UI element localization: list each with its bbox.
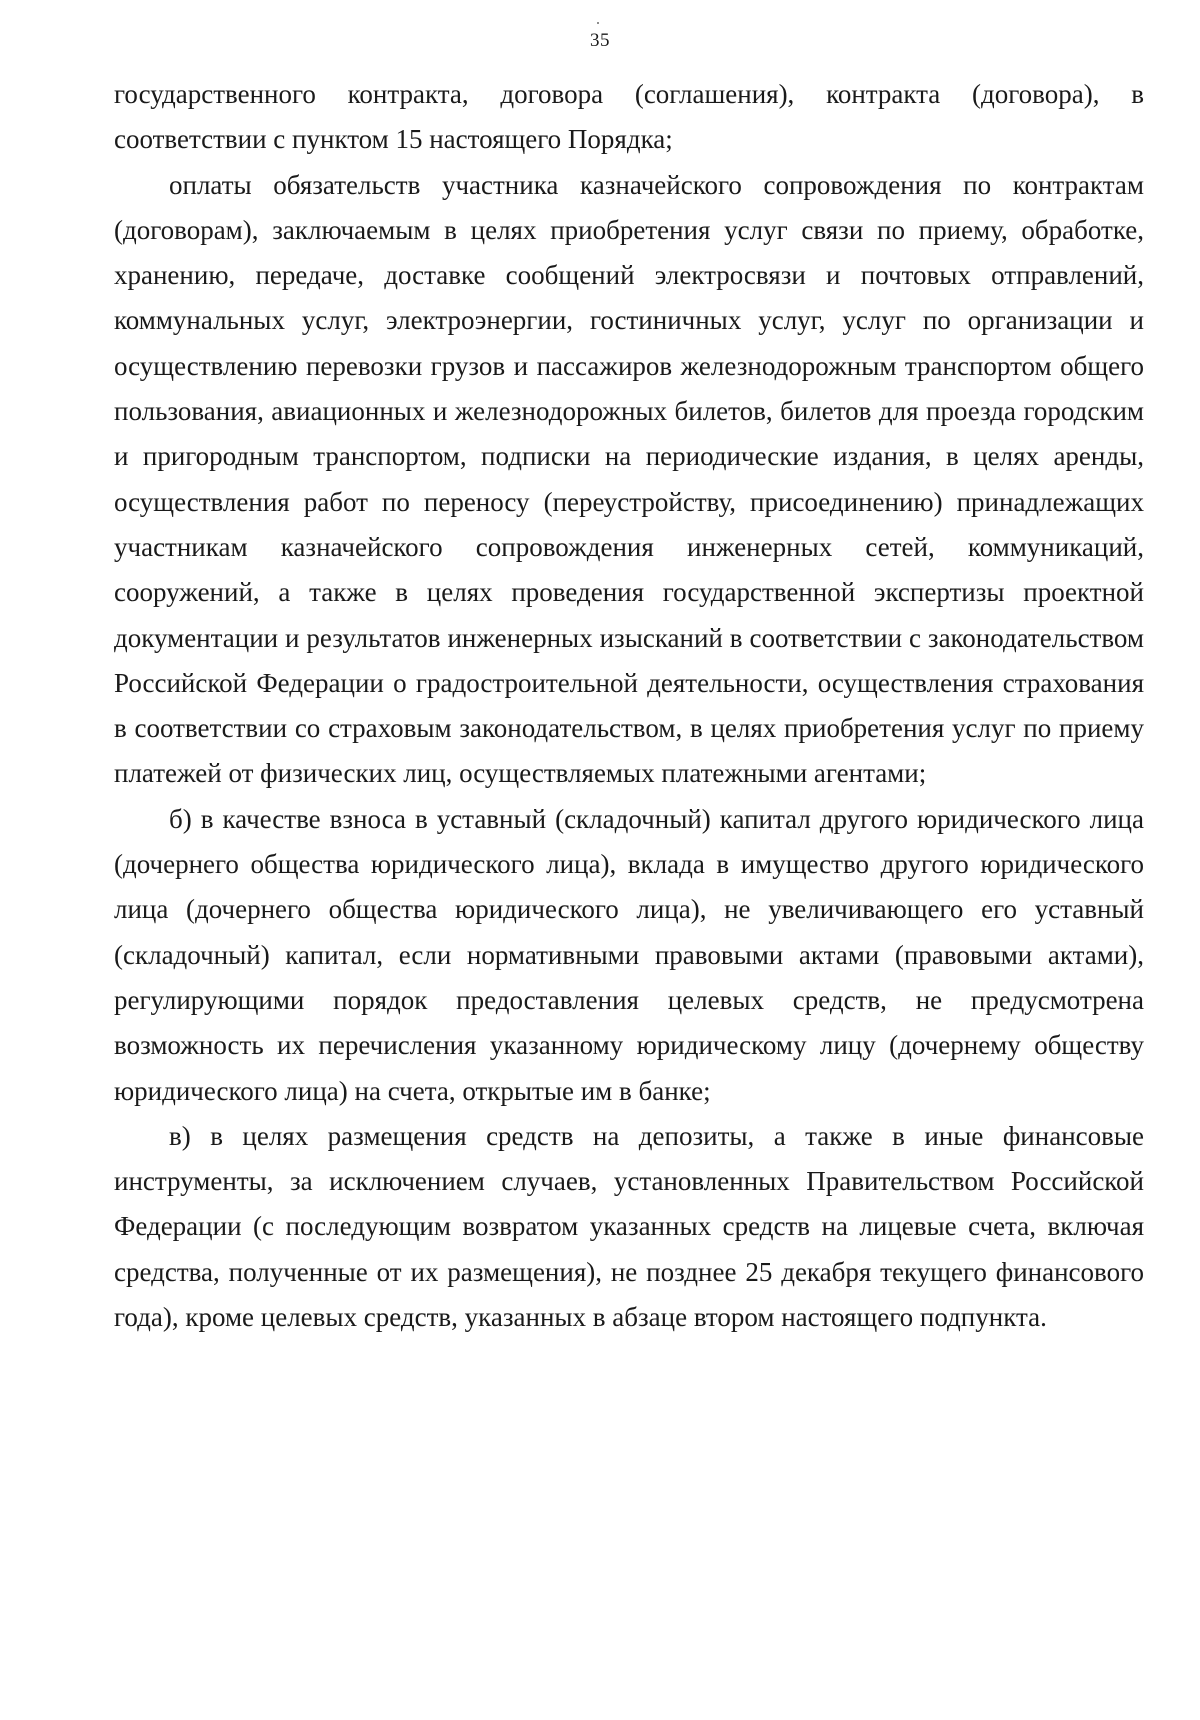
paragraph-payment-obligations: оплаты обязательств участника казначейского сопровождения по контрактам (договорам), заключаемым в целях приобретения услуг связи по приему, обработке, хранению, передаче, доставке сообщений электросвязи и почтовых отправлений, коммунальных услуг, электроэнергии, гостиничных услуг, услуг по организации и осуществлению перевозки грузов и пассажиров железнодорожным транспортом общего пользования, авиационных и железнодорожных билетов, билетов для проезда городским и пригородным транспортом, подписки на периодические издания, в целях аренды, осуществления работ по переносу (переустройству, присоединению) принадлежащих участникам казначейского сопровождения инженерных сетей, коммуникаций, сооружений, а также в целях проведения государственной экспертизы проектной документации и результатов инженерных изысканий в соответствии с законодательством Российской Федерации о градостроительной деятельности, осуществления страхования в соответствии со страховым законодательством, в целях приобретения услуг по приему платежей от физических лиц, осуществляемых платежными агентами;	[114, 169, 1144, 789]
paragraph-item-b: б) в качестве взноса в уставный (складочный) капитал другого юридического лица (дочернего общества юридического лица), вклада в имущество другого юридического лица (дочернего общества юридического лица), не увеличивающего его уставный (складочный) капитал, если нормативными правовыми актами (правовыми актами), регулирующими порядок предоставления целевых средств, не предусмотрена возможность их перечисления указанному юридическому лицу (дочернему обществу юридического лица) на счета, открытые им в банке;	[114, 803, 1144, 1106]
scan-artifact-dot	[597, 22, 599, 24]
paragraph-item-v: в) в целях размещения средств на депозиты, а также в иные финансовые инструменты, за исключением случаев, установленных Правительством Российской Федерации (с последующим возвратом указанных средств на лицевые счета, включая средства, полученные от их размещения), не позднее 25 декабря текущего финансового года), кроме целевых средств, указанных в абзаце втором настоящего подпункта.	[114, 1120, 1144, 1333]
document-body	[114, 72, 1144, 1340]
page-number: 35	[590, 30, 610, 51]
paragraph-continuation: государственного контракта, договора (соглашения), контракта (договора), в соответствии с пунктом 15 настоящего Порядка;	[114, 79, 1144, 155]
